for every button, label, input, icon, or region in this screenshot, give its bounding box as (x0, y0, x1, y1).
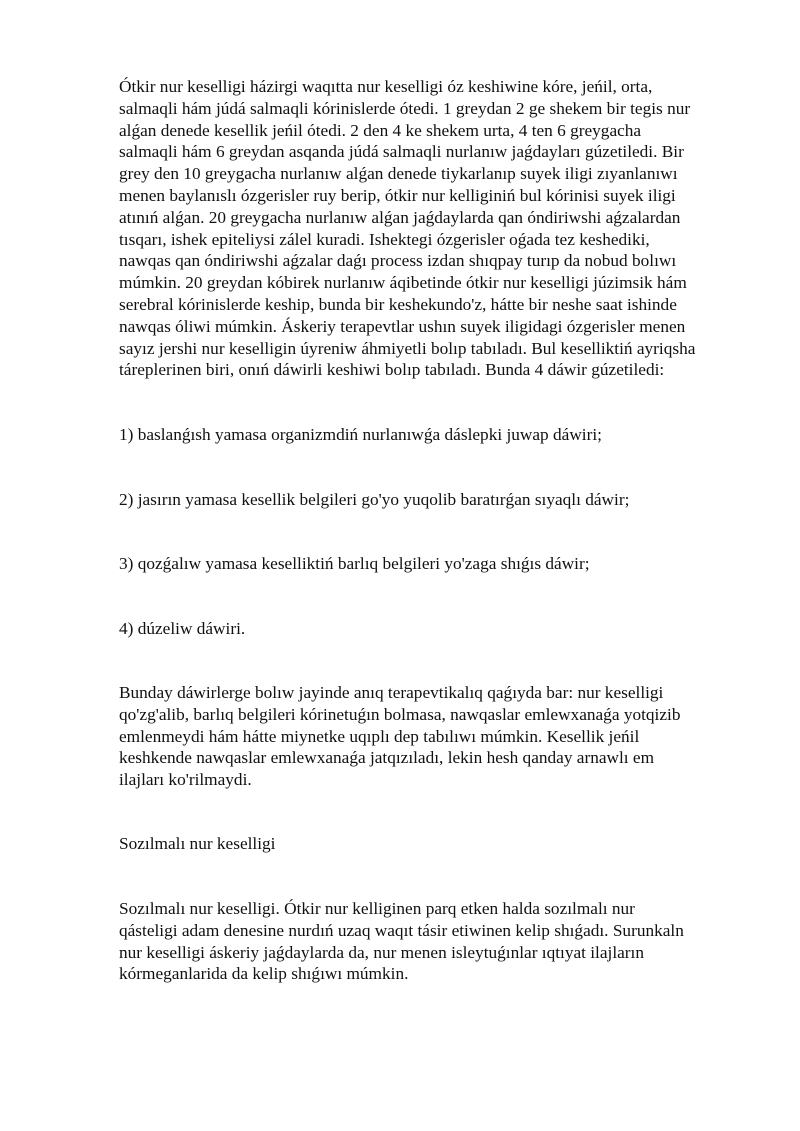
list-item-4: 4) dúzeliw dáwiri. (119, 619, 246, 638)
section-heading: Sozılmalı nur keselligi (119, 834, 276, 853)
paragraph-therapy: Bunday dáwirlerge bolıw jayinde anıq terapevtikalıq qaǵıyda bar: nur keselligi qo'zg'alib, barlıq belgileri kórinetuǵın bolmasa, nawqaslar emlewxanaǵa yotqizib emlenmeydi hám hátte miynetke uqıplı dep tabılıwı múmkin. Kesellik jeńil keshkende nawqaslar emlewxanaǵa jatqızıladı, lekin hesh qanday arnawlı em ilajları ko'rilmaydi. (119, 683, 681, 790)
list-item-2: 2) jasırın yamasa kesellik belgileri go'yo yuqolib baratırǵan sıyaqlı dáwir; (119, 490, 630, 509)
list-item-3: 3) qozǵalıw yamasa keselliktiń barlıq belgileri yo'zaga shıǵıs dáwir; (119, 554, 590, 573)
paragraph-chronic: Sozılmalı nur keselligi. Ótkir nur kelliginen parq etken halda sozılmalı nur qásteligi adam denesine nurdıń uzaq waqıt tásir etiwinen kelip shıǵadı. Surunkaln nur keselligi áskeriy jaǵdaylarda da, nur menen isleytuǵınlar ıqtıyat ilajların kórmeganlarida da kelip shıǵıwı múmkin. (119, 899, 684, 984)
list-item-1: 1) baslanǵısh yamasa organizmdiń nurlanıwǵa dáslepki juwap dáwiri; (119, 425, 602, 444)
paragraph-intro: Ótkir nur keselligi házirgi waqıtta nur keselligi óz keshiwine kóre, jeńil, orta, salmaqli hám júdá salmaqli kórinislerde ótedi. 1 greydan 2 ge shekem bir tegis nur alǵan denede kesellik jeńil ótedi. 2 den 4 ke shekem urta, 4 ten 6 greygacha salmaqli hám 6 greydan asqanda júdá salmaqli nurlanıw jaǵdayları gúzetiledi. Bir grey den 10 greygacha nurlanıw alǵan denede tiykarlanıp suyek iligi zıyanlanıwı menen baylanıslı ózgerisler ruy berip, ótkir nur kelliginiń bul kórinisi suyek iligi atınıń alǵan. 20 greygacha nurlanıw alǵan jaǵdaylarda qan óndiriwshi aǵzalardan tısqarı, ishek epiteliysi zálel kuradi. Ishektegi ózgerisler oǵada tez keshediki, nawqas qan óndiriwshi aǵzalar daǵı process izdan shıqpay turıp da nobud bolıwı múmkin. 20 greydan kóbirek nurlanıw áqibetinde ótkir nur keselligi júzimsik hám serebral kórinislerde keship, bunda bir keshekundo'z, hátte bir neshe saat ishinde nawqas óliwi múmkin. Áskeriy terapevtlar ushın suyek iligidagi ózgerisler menen sayız jershi nur keselligin úyreniw áhmiyetli bolıp tabıladı. Bul keselliktiń ayriqsha táreplerinen biri, onıń dáwirli keshiwi bolıp tabıladı. Bunda 4 dáwir gúzetiledi: (119, 77, 696, 380)
